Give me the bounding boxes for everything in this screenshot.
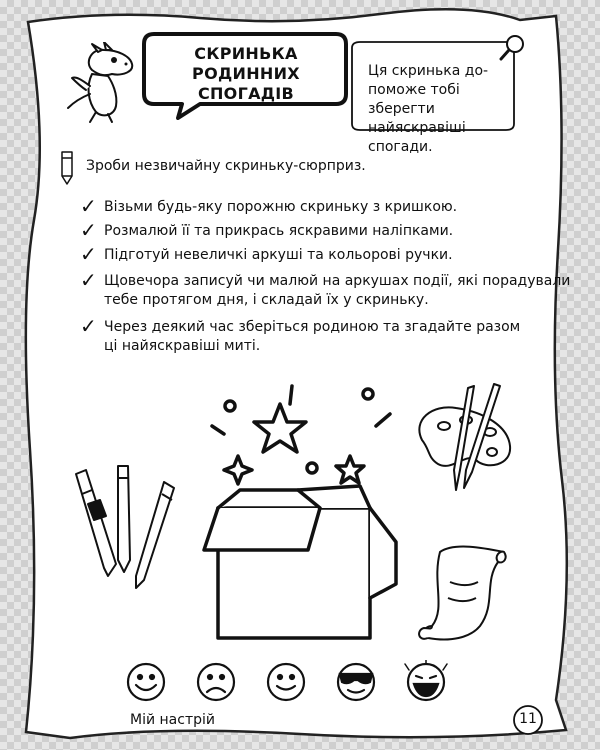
checkmark-icon: ✓ <box>80 218 97 242</box>
scroll-icon <box>414 542 514 652</box>
checkmark-icon: ✓ <box>80 194 97 218</box>
mood-label: Мій настрій <box>130 712 215 728</box>
step-4-line-2: тебе протягом дня, і складай їх у скриньку. <box>104 292 429 308</box>
mood-smile-icon[interactable] <box>268 664 304 700</box>
step-5 <box>104 318 520 356</box>
note-line-1: Ця скринька до- <box>368 63 489 79</box>
note-line-2: поможе тобі зберегти <box>368 82 460 117</box>
step-5-line-1: Через деякий час зберіться родиною та згадайте разом <box>104 319 521 335</box>
pencils-illustration <box>64 464 182 594</box>
title-line-1: СКРИНЬКА РОДИННИХ <box>192 44 300 83</box>
pencil-icon <box>58 150 78 186</box>
mood-laughing-icon[interactable] <box>405 660 447 700</box>
title-line-2: СПОГАДІВ <box>197 84 295 103</box>
magnifier-icon <box>498 32 528 62</box>
step-2: Розмалюй її та прикрась яскравими наліпками. <box>104 223 454 239</box>
note-text <box>368 62 518 157</box>
intro-text: Зроби незвичайну скриньку-сюрприз. <box>86 158 366 174</box>
note-line-3: найяскравіші спогади. <box>368 120 466 155</box>
checkmark-icon: ✓ <box>80 242 97 266</box>
dragon-mascot-icon <box>62 42 142 124</box>
mood-sad-icon[interactable] <box>198 664 234 700</box>
palette-brushes-icon <box>412 380 532 498</box>
page-title <box>146 44 346 104</box>
checkmark-icon: ✓ <box>80 314 97 338</box>
step-5-line-2: ці найяскравіші миті. <box>104 338 261 354</box>
mood-faces <box>124 660 464 706</box>
checkmark-icon: ✓ <box>80 268 97 292</box>
step-4 <box>104 272 570 310</box>
step-3: Підготуй невеличкі аркуші та кольорові ручки. <box>104 247 453 263</box>
step-1: Візьми будь-яку порожню скриньку з кришкою. <box>104 199 458 215</box>
mood-happy-icon[interactable] <box>128 664 164 700</box>
open-box-illustration <box>200 378 430 648</box>
step-4-line-1: Щовечора записуй чи малюй на аркушах події, які порадували <box>104 273 571 289</box>
mood-cool-icon[interactable] <box>338 664 374 700</box>
page-number: 11 <box>519 711 537 727</box>
